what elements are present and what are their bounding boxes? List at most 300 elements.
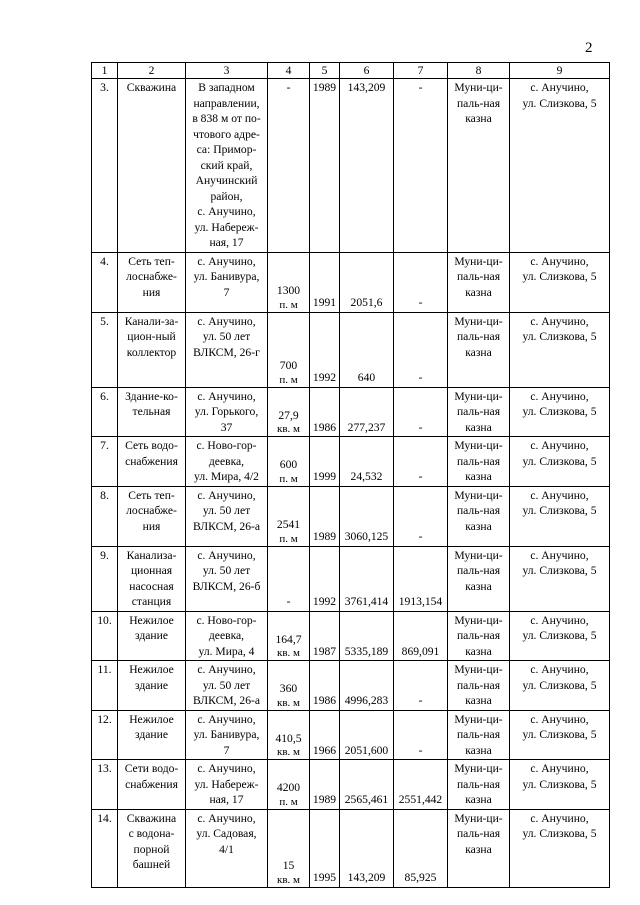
table-row xyxy=(92,437,610,487)
address-line: район, xyxy=(210,189,243,203)
address-cell xyxy=(186,661,268,711)
address-cell xyxy=(186,546,268,611)
column-header: 2 xyxy=(118,63,186,79)
row-number-cell xyxy=(92,546,118,611)
owner-line: Муни-ци- xyxy=(454,389,503,403)
owner-line: казна xyxy=(465,694,492,707)
row-number: 9. xyxy=(100,548,109,562)
object-name-line: Канали-за- xyxy=(124,314,179,328)
address-line: ул. Мира, 4 xyxy=(198,644,255,658)
address-line: 7 xyxy=(223,743,230,757)
owner-cell xyxy=(448,312,510,387)
size-value: 27,9 xyxy=(278,408,299,422)
object-name-line: Сеть теп- xyxy=(128,254,175,268)
holder-address-cell xyxy=(510,486,610,546)
row-number: 5. xyxy=(100,314,109,328)
object-name-cell xyxy=(118,546,186,611)
address-line: 7 xyxy=(223,285,230,299)
owner-line: казна xyxy=(465,519,492,533)
size-value: 700 xyxy=(279,359,298,372)
row-number: 3. xyxy=(100,81,109,94)
page-number: 2 xyxy=(585,40,593,56)
owner-cell xyxy=(448,437,510,487)
holder-address-line: с. Анучино, xyxy=(530,81,589,94)
holder-address-line: с. Анучино, xyxy=(530,663,589,676)
size-value: 600 xyxy=(279,458,298,471)
residual-cost-cell xyxy=(394,252,448,312)
size-cell xyxy=(268,611,310,661)
owner-cell xyxy=(448,710,510,760)
owner-line: Муни-ци- xyxy=(454,439,503,452)
owner-line: паль-ная xyxy=(456,827,501,840)
owner-line: паль-ная xyxy=(456,270,501,283)
cost-cell xyxy=(340,760,394,810)
size-cell xyxy=(268,486,310,546)
size-value: 410,5 xyxy=(275,731,302,745)
object-name-cell xyxy=(118,661,186,711)
cost-cell xyxy=(340,546,394,611)
year-cell xyxy=(310,437,340,487)
column-header: 7 xyxy=(394,63,448,79)
object-name-line: Канализа- xyxy=(126,548,177,562)
object-name-line: ния xyxy=(142,285,161,299)
object-name-line: Сеть теп- xyxy=(128,488,175,502)
address-line: с. Анучино, xyxy=(197,811,256,825)
holder-address-cell xyxy=(510,661,610,711)
cost-cell xyxy=(340,252,394,312)
owner-cell xyxy=(448,387,510,437)
holder-address-line: ул. Слизкова, 5 xyxy=(522,629,597,642)
object-name-line: Скважина xyxy=(126,811,177,825)
owner-line: паль-ная xyxy=(456,728,501,741)
residual-cost-value: 85,925 xyxy=(404,871,437,884)
owner-line: казна xyxy=(465,345,492,359)
size-unit: кв. м xyxy=(277,696,300,709)
holder-address-line: ул. Слизкова, 5 xyxy=(522,678,597,692)
property-register-table xyxy=(91,62,610,888)
size-cell xyxy=(268,546,310,611)
address-line: ул. Мира, 4/2 xyxy=(194,470,259,483)
size-unit: п. м xyxy=(279,472,298,485)
address-line: ский край, xyxy=(200,158,253,172)
year-value: 1992 xyxy=(312,371,337,384)
owner-line: казна xyxy=(465,112,492,125)
year-cell xyxy=(310,809,340,887)
column-header: 9 xyxy=(510,63,610,79)
address-cell xyxy=(186,252,268,312)
cost-value: 277,237 xyxy=(347,420,386,434)
holder-address-line: с. Анучино, xyxy=(530,439,589,452)
address-line: деевка, xyxy=(208,629,245,642)
row-number: 12. xyxy=(97,712,112,726)
address-line: ул. 50 лет xyxy=(202,330,251,343)
row-number-cell xyxy=(92,79,118,253)
residual-cost-cell xyxy=(394,486,448,546)
object-name-line: насосная xyxy=(129,579,174,593)
address-line: ул. Садовая, xyxy=(196,827,257,840)
residual-cost-cell xyxy=(394,809,448,887)
owner-cell xyxy=(448,611,510,661)
address-line: с. Анучино, xyxy=(197,205,256,218)
row-number-cell xyxy=(92,710,118,760)
object-name-line: Скважина xyxy=(126,81,177,94)
address-line: ул. Горького, xyxy=(194,405,259,418)
object-name-cell xyxy=(118,79,186,253)
residual-cost-value: - xyxy=(418,743,423,757)
object-name-cell xyxy=(118,252,186,312)
address-line: с. Ново-гор- xyxy=(196,439,257,452)
size-unit: п. м xyxy=(279,373,298,386)
holder-address-line: с. Анучино, xyxy=(530,389,589,403)
table-row xyxy=(92,79,610,253)
residual-cost-value: - xyxy=(418,81,423,94)
address-line: с. Анучино, xyxy=(197,488,256,502)
owner-line: Муни-ци- xyxy=(454,762,503,775)
address-cell xyxy=(186,611,268,661)
cost-cell xyxy=(340,710,394,760)
year-cell xyxy=(310,760,340,810)
object-name-line: лоснабже- xyxy=(126,504,177,517)
holder-address-line: ул. Слизкова, 5 xyxy=(522,728,597,741)
holder-address-cell xyxy=(510,611,610,661)
address-line: с. Анучино, xyxy=(197,712,256,726)
owner-line: казна xyxy=(465,420,492,434)
object-name-line: порной xyxy=(133,842,170,856)
table-body xyxy=(92,63,610,888)
row-number: 4. xyxy=(100,254,109,268)
cost-value: 2051,600 xyxy=(344,743,389,757)
residual-cost-value: - xyxy=(418,371,423,384)
address-line: с. Анучино, xyxy=(197,254,256,268)
size-cell xyxy=(268,79,310,253)
object-name-cell xyxy=(118,486,186,546)
row-number-cell xyxy=(92,437,118,487)
cost-cell xyxy=(340,437,394,487)
size-cell xyxy=(268,387,310,437)
residual-cost-cell xyxy=(394,387,448,437)
residual-cost-value: 869,091 xyxy=(401,644,440,658)
address-line: ул. 50 лет xyxy=(202,678,251,692)
year-cell xyxy=(310,486,340,546)
cost-value: 5335,189 xyxy=(344,644,389,658)
holder-address-cell xyxy=(510,387,610,437)
owner-line: казна xyxy=(465,743,492,757)
object-name-line: Нежилое xyxy=(129,712,174,726)
address-line: с. Анучино, xyxy=(197,548,256,562)
address-line: ул. Набереж- xyxy=(194,777,259,791)
size-value: 164,7 xyxy=(275,632,302,646)
object-name-cell xyxy=(118,809,186,887)
address-line: ул. 50 лет xyxy=(202,504,251,517)
table-row xyxy=(92,387,610,437)
owner-line: паль-ная xyxy=(456,330,501,343)
owner-line: паль-ная xyxy=(456,96,501,110)
address-line: с. Анучино, xyxy=(197,314,256,328)
address-line: ная, 17 xyxy=(209,236,244,249)
residual-cost-cell xyxy=(394,710,448,760)
address-line: направлении, xyxy=(193,96,260,110)
residual-cost-value: - xyxy=(418,420,423,434)
holder-address-line: с. Анучино, xyxy=(530,811,589,825)
table-row xyxy=(92,611,610,661)
owner-line: Муни-ци- xyxy=(454,663,503,676)
address-cell xyxy=(186,486,268,546)
size-value: 2541 xyxy=(276,518,301,531)
cost-value: 640 xyxy=(357,371,376,384)
year-value: 1987 xyxy=(312,644,337,658)
owner-line: паль-ная xyxy=(456,405,501,418)
residual-cost-value: - xyxy=(418,530,423,543)
owner-cell xyxy=(448,661,510,711)
holder-address-cell xyxy=(510,546,610,611)
cost-cell xyxy=(340,809,394,887)
column-header: 4 xyxy=(268,63,310,79)
object-name-line: станция xyxy=(131,595,172,608)
owner-line: казна xyxy=(465,842,492,856)
address-line: чтового адре- xyxy=(193,127,260,141)
size-unit: п. м xyxy=(279,795,298,808)
year-value: 1986 xyxy=(312,694,337,707)
size-value: 1300 xyxy=(276,284,301,297)
object-name-line: ционная xyxy=(130,564,173,577)
cost-value: 24,532 xyxy=(350,470,383,483)
cost-value: 143,209 xyxy=(347,871,386,884)
address-cell xyxy=(186,387,268,437)
owner-cell xyxy=(448,252,510,312)
row-number-cell xyxy=(92,312,118,387)
year-cell xyxy=(310,79,340,253)
address-line: ул. Банивура, xyxy=(193,270,260,283)
year-cell xyxy=(310,387,340,437)
row-number: 8. xyxy=(100,488,109,502)
object-name-line: Нежилое xyxy=(129,663,174,676)
holder-address-cell xyxy=(510,809,610,887)
row-number: 7. xyxy=(100,439,109,452)
holder-address-line: с. Анучино, xyxy=(530,613,589,627)
row-number-cell xyxy=(92,611,118,661)
size-unit: кв. м xyxy=(277,873,300,886)
object-name-line: ния xyxy=(142,519,161,533)
size-value: 15 xyxy=(282,859,295,872)
address-line: ул. 50 лет xyxy=(202,564,251,577)
year-value: 1991 xyxy=(312,296,337,309)
object-name-line: Сети водо- xyxy=(124,762,179,775)
residual-cost-cell xyxy=(394,760,448,810)
owner-line: паль-ная xyxy=(456,777,501,791)
owner-line: паль-ная xyxy=(456,564,501,577)
year-cell xyxy=(310,546,340,611)
holder-address-line: с. Анучино, xyxy=(530,314,589,328)
row-number-cell xyxy=(92,809,118,887)
year-cell xyxy=(310,252,340,312)
column-header: 8 xyxy=(448,63,510,79)
owner-cell xyxy=(448,79,510,253)
residual-cost-cell xyxy=(394,661,448,711)
size-value: - xyxy=(286,595,291,608)
size-unit: кв. м xyxy=(277,647,300,659)
residual-cost-value: - xyxy=(418,470,423,483)
row-number-cell xyxy=(92,661,118,711)
row-number: 14. xyxy=(97,811,112,825)
owner-line: Муни-ци- xyxy=(454,254,503,268)
column-number-header-row xyxy=(92,63,610,79)
year-value: 1989 xyxy=(312,81,337,94)
address-cell xyxy=(186,760,268,810)
row-number-cell xyxy=(92,387,118,437)
address-line: ул. Набереж- xyxy=(194,220,259,234)
owner-line: Муни-ци- xyxy=(454,712,503,726)
address-line: с. Анучино, xyxy=(197,762,256,775)
year-value: 1999 xyxy=(312,470,337,483)
address-line: ВЛКСМ, 26-г xyxy=(193,345,260,359)
holder-address-line: ул. Слизкова, 5 xyxy=(522,454,597,468)
owner-line: казна xyxy=(465,285,492,299)
year-value: 1989 xyxy=(312,793,337,806)
object-name-line: башней xyxy=(132,858,171,871)
cost-value: 3060,125 xyxy=(344,530,389,543)
row-number-cell xyxy=(92,252,118,312)
owner-line: казна xyxy=(465,470,492,483)
holder-address-line: с. Анучино, xyxy=(530,488,589,502)
column-header: 1 xyxy=(92,63,118,79)
address-line: Анучинский xyxy=(195,174,258,187)
year-cell xyxy=(310,312,340,387)
cost-cell xyxy=(340,611,394,661)
object-name-cell xyxy=(118,760,186,810)
holder-address-cell xyxy=(510,312,610,387)
size-unit: кв. м xyxy=(277,746,300,758)
row-number-cell xyxy=(92,760,118,810)
holder-address-line: ул. Слизкова, 5 xyxy=(522,564,597,577)
object-name-line: Сеть водо- xyxy=(125,439,178,452)
address-line: с. Ново-гор- xyxy=(196,613,257,627)
size-value: - xyxy=(286,81,291,94)
address-line: В западном xyxy=(198,81,255,94)
holder-address-line: ул. Слизкова, 5 xyxy=(522,827,597,840)
address-cell xyxy=(186,312,268,387)
holder-address-cell xyxy=(510,710,610,760)
address-line: 37 xyxy=(220,420,233,434)
holder-address-line: ул. Слизкова, 5 xyxy=(522,270,597,283)
size-cell xyxy=(268,760,310,810)
owner-line: паль-ная xyxy=(456,504,501,517)
object-name-line: здание xyxy=(135,728,168,741)
address-line: с. Анучино, xyxy=(197,389,256,403)
owner-cell xyxy=(448,809,510,887)
owner-cell xyxy=(448,486,510,546)
cost-cell xyxy=(340,486,394,546)
cost-cell xyxy=(340,661,394,711)
residual-cost-cell xyxy=(394,611,448,661)
object-name-line: тельная xyxy=(132,405,171,418)
object-name-line: здание xyxy=(135,678,168,692)
address-line: 4/1 xyxy=(219,842,234,856)
object-name-line: снабжения xyxy=(125,454,178,468)
owner-line: казна xyxy=(465,793,492,806)
owner-line: Муни-ци- xyxy=(454,314,503,328)
object-name-line: Здание-ко- xyxy=(125,389,178,403)
owner-line: паль-ная xyxy=(456,454,501,468)
object-name-cell xyxy=(118,437,186,487)
size-unit: п. м xyxy=(279,298,298,311)
object-name-cell xyxy=(118,611,186,661)
owner-cell xyxy=(448,760,510,810)
holder-address-cell xyxy=(510,252,610,312)
cost-value: 2565,461 xyxy=(344,793,389,806)
object-name-cell xyxy=(118,312,186,387)
object-name-line: здание xyxy=(135,629,168,642)
size-cell xyxy=(268,252,310,312)
row-number: 10. xyxy=(97,613,112,627)
year-value: 1986 xyxy=(312,420,337,434)
owner-line: Муни-ци- xyxy=(454,548,503,562)
residual-cost-value: 1913,154 xyxy=(398,595,443,608)
size-cell xyxy=(268,312,310,387)
address-line: деевка, xyxy=(208,454,245,468)
size-cell xyxy=(268,809,310,887)
object-name-line: снабжения xyxy=(125,777,178,791)
address-line: ВЛКСМ, 26-а xyxy=(192,519,261,533)
year-value: 1992 xyxy=(312,595,337,608)
year-cell xyxy=(310,661,340,711)
row-number-cell xyxy=(92,486,118,546)
holder-address-line: ул. Слизкова, 5 xyxy=(522,96,597,110)
owner-line: паль-ная xyxy=(456,629,501,642)
owner-line: казна xyxy=(465,644,492,658)
address-cell xyxy=(186,809,268,887)
cost-cell xyxy=(340,79,394,253)
object-name-cell xyxy=(118,387,186,437)
holder-address-line: с. Анучино, xyxy=(530,762,589,775)
owner-line: казна xyxy=(465,579,492,593)
address-line: ная, 17 xyxy=(209,793,244,806)
cost-cell xyxy=(340,312,394,387)
holder-address-cell xyxy=(510,79,610,253)
holder-address-cell xyxy=(510,437,610,487)
address-line: са: Примор- xyxy=(196,143,257,156)
object-name-line: коллектор xyxy=(126,345,177,359)
cost-value: 3761,414 xyxy=(344,595,389,608)
holder-address-cell xyxy=(510,760,610,810)
column-header: 5 xyxy=(310,63,340,79)
address-cell xyxy=(186,79,268,253)
year-value: 1966 xyxy=(312,743,337,757)
address-line: с. Анучино, xyxy=(197,663,256,676)
holder-address-line: ул. Слизкова, 5 xyxy=(522,504,597,517)
size-unit: кв. м xyxy=(277,423,300,435)
year-value: 1995 xyxy=(312,871,337,884)
object-name-line: цион-ный xyxy=(127,330,176,343)
table-row xyxy=(92,486,610,546)
owner-line: Муни-ци- xyxy=(454,613,503,627)
residual-cost-value: - xyxy=(418,694,423,707)
holder-address-line: с. Анучино, xyxy=(530,712,589,726)
row-number: 11. xyxy=(97,663,112,676)
table-row xyxy=(92,661,610,711)
table-row xyxy=(92,760,610,810)
holder-address-line: с. Анучино, xyxy=(530,548,589,562)
year-cell xyxy=(310,611,340,661)
owner-line: Муни-ци- xyxy=(454,81,503,94)
holder-address-line: ул. Слизкова, 5 xyxy=(522,405,597,418)
object-name-line: Нежилое xyxy=(129,613,174,627)
residual-cost-cell xyxy=(394,546,448,611)
owner-line: паль-ная xyxy=(456,678,501,692)
size-cell xyxy=(268,661,310,711)
column-header: 3 xyxy=(186,63,268,79)
row-number: 6. xyxy=(100,389,109,403)
address-cell xyxy=(186,437,268,487)
